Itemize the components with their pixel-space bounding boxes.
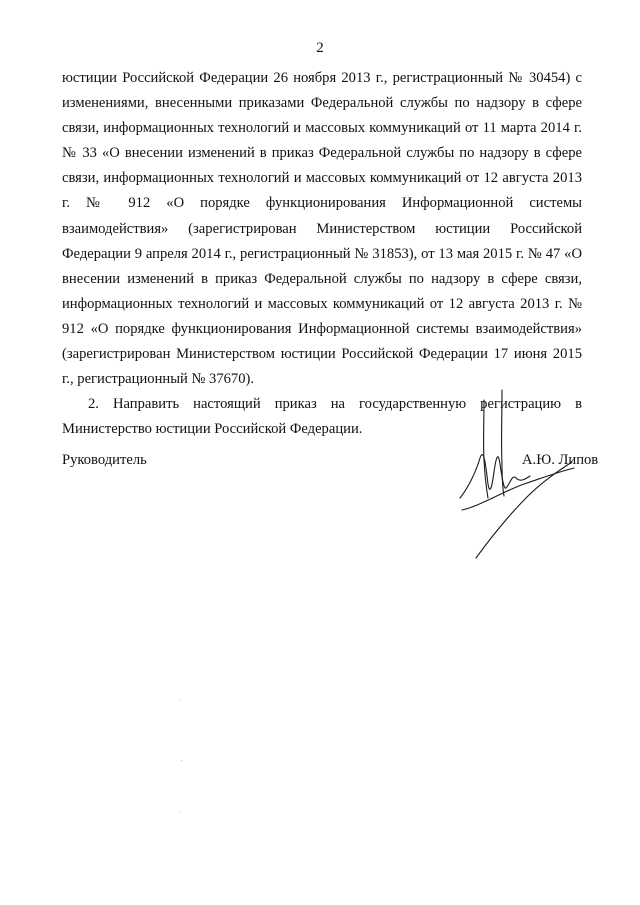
scan-speck [180,700,181,701]
paragraph-continuation: юстиции Российской Федерации 26 ноября 2013 г., регистрационный № 30454) с изменениями, внесенными приказами Федеральной службы по надзору в сфере связи, информационных технологий и массовых коммуникаций от 11 марта 2014 г. № 33 «О внесении изменений в приказ Федеральной службы по надзору в сфере связи, информационных технологий и массовых коммуникаций от 12 августа 2013 г. № 912 «О порядке функционирования Информационной системы взаимодействия» (зарегистрирован Министерством юстиции Российской Федерации 9 апреля 2014 г., регистрационный № 31853), от 13 мая 2015 г. № 47 «О внесении изменений в приказ Федеральной службы по надзору в сфере связи, информационных технологий и массовых коммуникаций от 12 августа 2013 г. № 912 «О порядке функционирования Информационной системы взаимодействия» (зарегистрирован Министерством юстиции Российской Федерации 17 июня 2015 г., регистрационный № 37670). [62,70,582,388]
handwritten-signature [440,380,580,570]
page-number: 2 [316,40,324,56]
paragraph-item-2: 2. Направить настоящий приказ на государственную регистрацию в Министерство юстиции Российской Федерации. [62,396,582,438]
scan-speck [181,760,182,761]
signatory-title: Руководитель [62,452,147,468]
signatory-name: А.Ю. Липов [522,452,599,468]
scan-speck [180,812,181,813]
